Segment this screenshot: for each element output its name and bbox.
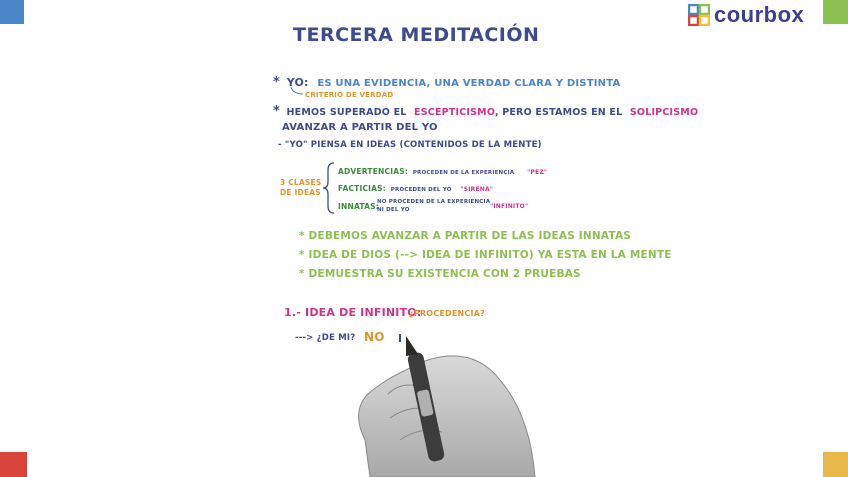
green-point-3: * DEMUESTRA SU EXISTENCIA CON 2 PRUEBAS — [299, 268, 581, 280]
class-facticias — [338, 184, 493, 193]
avanzar-line: AVANZAR A PARTIR DEL YO — [282, 122, 438, 133]
proof-1-question: ¿PROCEDENCIA? — [409, 309, 485, 318]
class-name: INNATAS: — [338, 202, 379, 211]
bullet-text-c: , PERO ESTAMOS EN EL — [494, 107, 623, 118]
class-desc: PROCEDEN DEL YO — [390, 187, 452, 193]
bullet-yo-text: ES UNA EVIDENCIA, UNA VERDAD CLARA Y DISTINTA — [317, 78, 621, 89]
class-name: FACTICIAS: — [338, 184, 386, 193]
bullet-escepticismo — [273, 104, 698, 119]
corner-block-bottom-right — [823, 452, 848, 477]
bullet-star: * — [273, 75, 280, 90]
courbox-logo — [688, 3, 804, 27]
arrow-de-mi: ---> ¿DE MI? — [295, 333, 356, 343]
corner-block-bottom-left — [0, 452, 27, 477]
yo-piensa-line: - "YO" PIENSA EN IDEAS (CONTENIDOS DE LA MENTE) — [278, 140, 542, 150]
corner-block-top-left — [0, 0, 24, 24]
class-innatas-example: "INFINITO" — [490, 203, 529, 210]
class-innatas — [338, 202, 379, 211]
answer-no: NO — [364, 330, 385, 344]
class-example: "SIRENA" — [460, 186, 494, 193]
class-name: ADVERTENCIAS: — [338, 167, 409, 176]
page-title: TERCERA MEDITACIÓN — [293, 24, 540, 46]
class-innatas-desc2: NI DEL YO — [377, 207, 410, 213]
class-innatas-desc: NO PROCEDEN DE LA EXPERIENCIA — [377, 199, 491, 205]
word-solipcismo: SOLIPCISMO — [629, 107, 699, 118]
courbox-logo-text: courbox — [714, 2, 805, 27]
word-escepticismo: ESCEPTICISMO — [414, 107, 495, 118]
bullet-text-a: HEMOS SUPERADO EL — [286, 107, 407, 118]
class-desc: PROCEDEN DE LA EXPERIENCIA — [412, 170, 515, 176]
class-example: "PEZ" — [527, 169, 548, 176]
bullet-yo — [273, 75, 620, 90]
curly-brace — [322, 162, 336, 214]
green-point-2: * IDEA DE DIOS (--> IDEA DE INFINITO) YA ESTA EN LA MENTE — [299, 249, 672, 261]
green-point-1: * DEBEMOS AVANZAR A PARTIR DE LAS IDEAS INNATAS — [299, 230, 632, 242]
classes-label-2: DE IDEAS — [280, 188, 321, 197]
proof-1-label: 1.- IDEA DE INFINITO: — [284, 306, 422, 319]
bullet-star: * — [273, 104, 280, 119]
classes-label-1: 3 CLASES — [280, 178, 322, 187]
courbox-logo-icon — [688, 4, 710, 26]
corner-block-top-right — [823, 0, 848, 24]
class-advertencias — [338, 167, 547, 176]
note-connector — [290, 86, 304, 96]
bullet-yo-label: YO: — [286, 76, 309, 89]
criterio-note: CRITERIO DE VERDAD — [305, 91, 394, 99]
drawing-hand-image — [330, 330, 560, 477]
